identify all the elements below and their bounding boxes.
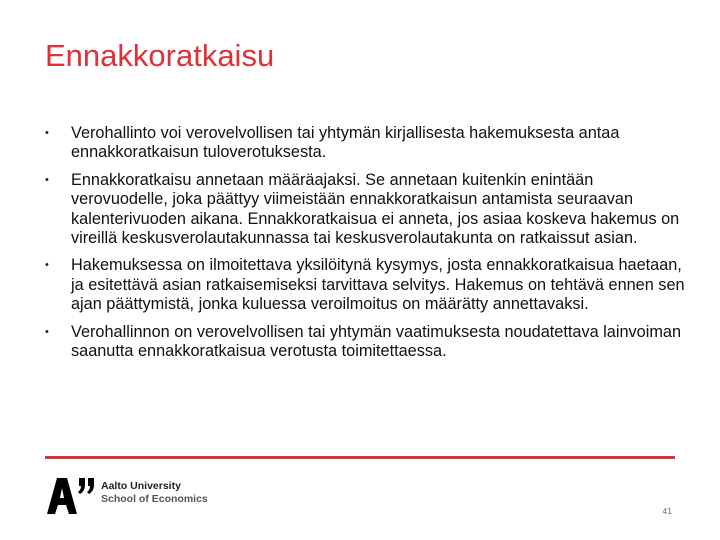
bullet-icon: •	[45, 325, 49, 338]
bullet-text: Verohallinto voi verovelvollisen tai yhtymän kirjallisesta hakemuksesta antaa ennakkoratkaisun tuloverotuksesta.	[71, 124, 620, 162]
bullet-text: Ennakkoratkaisu annetaan määräajaksi. Se annetaan kuitenkin enintään verovuodelle, joka päättyy viimeistään ennakkoratkaisun antamista seuraavan kalenterivuoden aikana. Ennakkoratkaisua ei anneta, jos asiaa koskeva hakemus on vireillä keskusverolautakunnassa tai keskusverolautakunta on ratkaissut asian.	[71, 170, 680, 248]
logo-line-university: Aalto University	[101, 480, 181, 492]
page-number: 41	[662, 506, 672, 516]
slide-title: Ennakkoratkaisu	[45, 38, 275, 73]
bullet-text: Hakemuksessa on ilmoitettava yksilöitynä kysymys, josta ennakkoratkaisua haetaan, ja esitettävä asian ratkaisemiseksi tarvittava selvitys. Hakemus on tehtävä ennen sen ajan päättymistä, jonka kuluessa veroilmoitus on määrätty annettavaksi.	[71, 256, 685, 314]
bullet-icon: •	[45, 127, 49, 139]
bullet-icon: •	[45, 259, 49, 272]
aalto-logo	[45, 476, 245, 516]
bullet-list	[45, 124, 685, 369]
logo-wordmark	[101, 480, 208, 506]
bullet-item	[45, 323, 685, 362]
bullet-icon: •	[45, 173, 49, 186]
bullet-item	[45, 171, 685, 249]
aalto-logo-icon	[45, 476, 97, 516]
bullet-item	[45, 124, 685, 163]
bullet-item	[45, 256, 685, 314]
footer-divider	[45, 456, 675, 459]
logo-line-school: School of Economics	[101, 493, 208, 505]
bullet-text: Verohallinnon on verovelvollisen tai yhtymän vaatimuksesta noudatettava lainvoiman saanutta ennakkoratkaisua verotusta toimitettaessa.	[71, 322, 681, 361]
